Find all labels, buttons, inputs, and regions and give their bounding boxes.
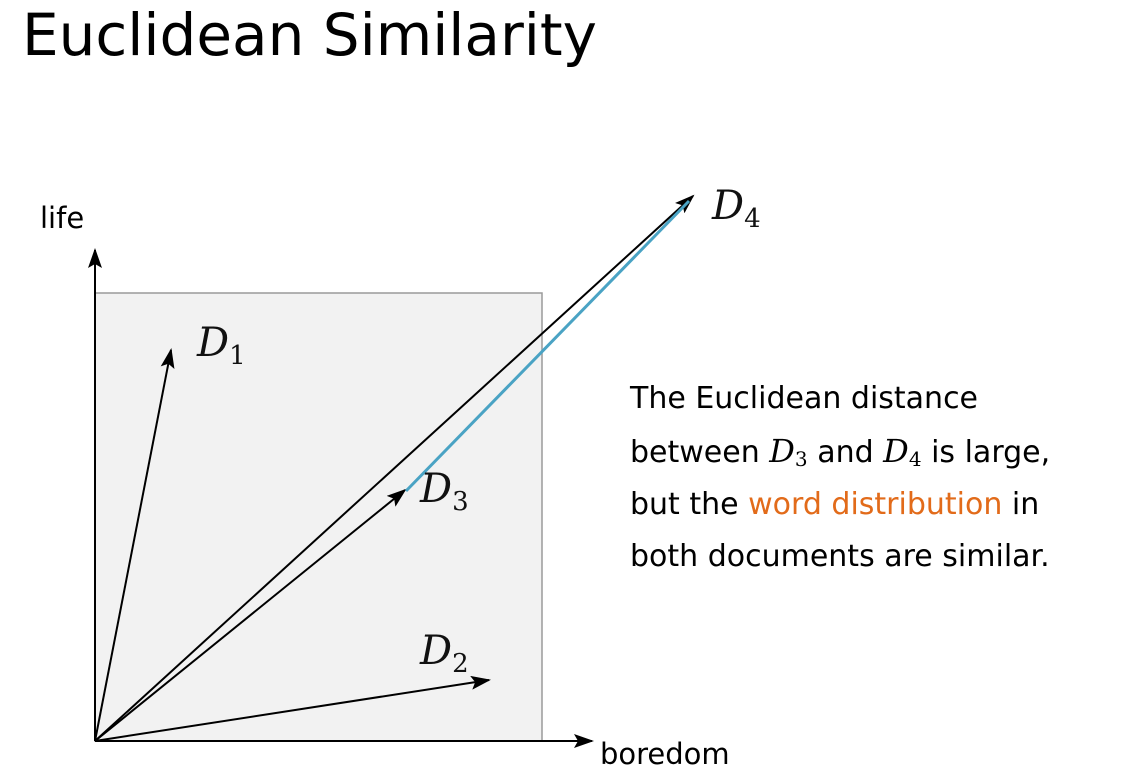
explanation-line-2-post: is large, bbox=[921, 435, 1051, 470]
math-d4-name: D bbox=[883, 432, 909, 470]
vector-label-d3-sub: 3 bbox=[452, 487, 469, 517]
math-d3 bbox=[769, 432, 807, 470]
math-d3-name: D bbox=[769, 432, 795, 470]
vector-label-d4-sub: 4 bbox=[744, 204, 761, 234]
vector-label-d2-name: D bbox=[420, 628, 453, 674]
vector-label-d1-name: D bbox=[197, 320, 230, 366]
shaded-region bbox=[95, 293, 542, 741]
x-axis-label: boredom bbox=[600, 737, 730, 771]
math-d4 bbox=[883, 432, 921, 470]
y-axis-label: life bbox=[40, 201, 85, 235]
explanation-line-3-post: in bbox=[1002, 487, 1040, 522]
vector-label-d3-name: D bbox=[420, 466, 453, 512]
explanation-line-2-mid: and bbox=[807, 435, 884, 470]
explanation-line-2-pre: between bbox=[630, 435, 770, 470]
vector-label-d4 bbox=[711, 183, 761, 234]
vector-label-d2-sub: 2 bbox=[452, 649, 469, 679]
math-d4-sub: 4 bbox=[908, 447, 922, 471]
word-distribution-highlight: word distribution bbox=[748, 487, 1003, 522]
math-d3-sub: 3 bbox=[794, 447, 808, 471]
explanation-line-3 bbox=[630, 479, 1050, 531]
vector-label-d4-name: D bbox=[712, 183, 745, 229]
explanation-line-3-pre: but the bbox=[630, 487, 749, 522]
explanation-line-4: both documents are similar. bbox=[630, 539, 1050, 574]
slide-title: Euclidean Similarity bbox=[22, 1, 597, 69]
explanation-line-1: The Euclidean distance bbox=[630, 381, 979, 416]
explanation-text bbox=[630, 373, 1050, 583]
explanation-line-2 bbox=[630, 425, 1050, 479]
vector-label-d1-sub: 1 bbox=[229, 341, 246, 371]
